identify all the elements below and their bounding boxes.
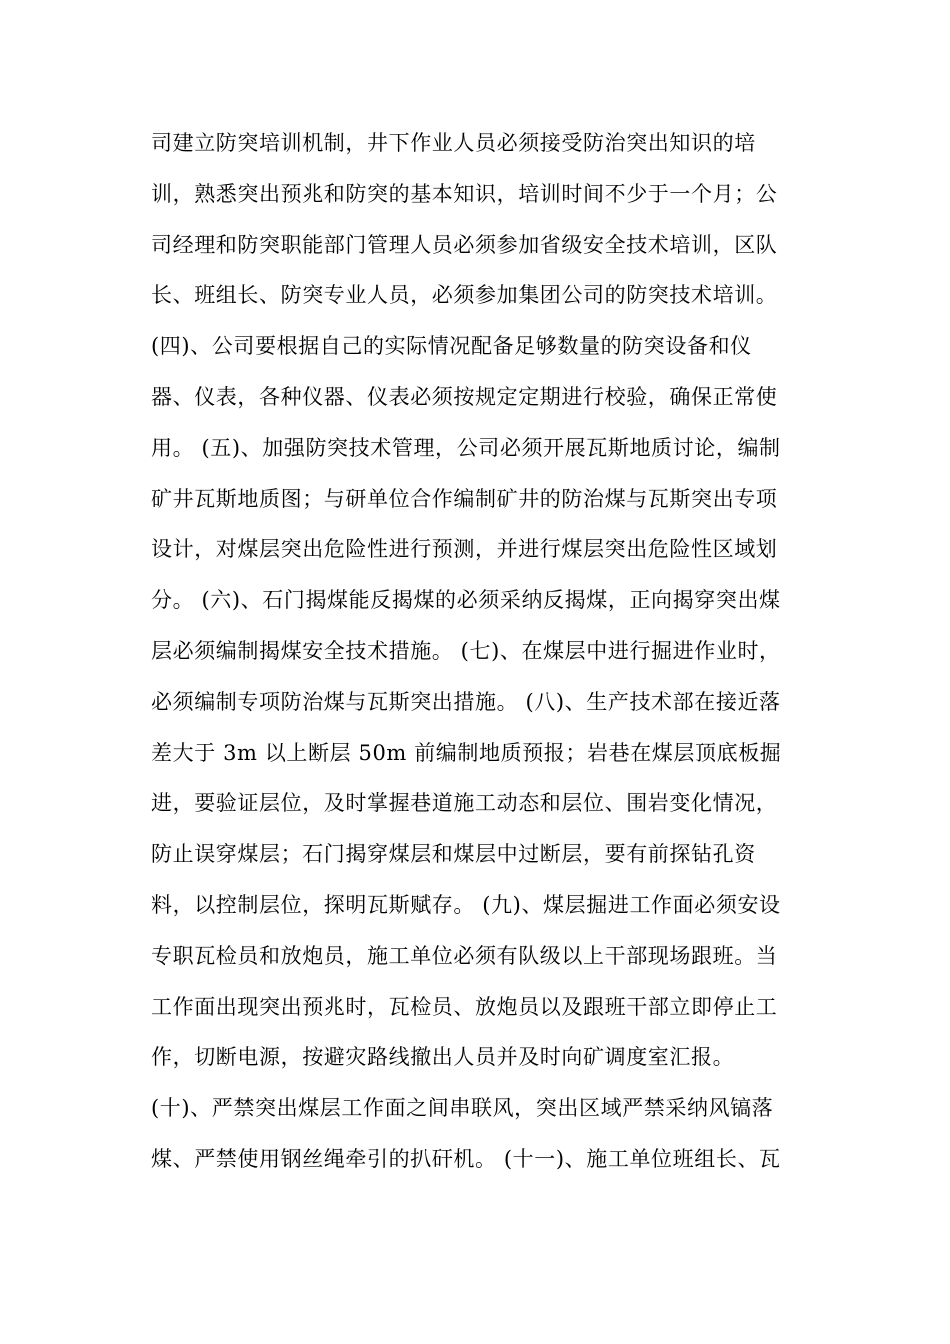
text-line: 作，切断电源，按避灾路线撤出人员并及时向矿调度室汇报。 — [151, 1045, 735, 1070]
text-line: 防止误穿煤层；石门揭穿煤层和煤层中过断层，要有前探钻孔资 — [151, 842, 756, 867]
text-line: 设计，对煤层突出危险性进行预测，并进行煤层突出危险性区域划 — [151, 537, 778, 562]
text-line: 工作面出现突出预兆时，瓦检员、放炮员以及跟班干部立即停止工 — [151, 994, 778, 1019]
text-line: 专职瓦检员和放炮员，施工单位必须有队级以上干部现场跟班。当 — [151, 943, 778, 968]
text-line: 差大于 3m 以上断层 50m 前编制地质预报；岩巷在煤层顶底板掘 — [151, 740, 782, 765]
text-line: 进，要验证层位，及时掌握巷道施工动态和层位、围岩变化情况， — [151, 791, 778, 816]
text-line: 分。 (六)、石门揭煤能反揭煤的必须采纳反揭煤，正向揭穿突出煤 — [151, 588, 781, 613]
text-line: 训，熟悉突出预兆和防突的基本知识，培训时间不少于一个月；公 — [151, 181, 778, 206]
text-line: 司经理和防突职能部门管理人员必须参加省级安全技术培训，区队 — [151, 232, 778, 257]
text-line: 煤、严禁使用钢丝绳牵引的扒矸机。 (十一)、施工单位班组长、瓦 — [151, 1146, 781, 1171]
text-line: 矿井瓦斯地质图；与研单位合作编制矿井的防治煤与瓦斯突出专项 — [151, 486, 778, 511]
text-line: 司建立防突培训机制，井下作业人员必须接受防治突出知识的培 — [151, 131, 756, 155]
body-text — [151, 118, 811, 1185]
text-line: 器、仪表，各种仪器、仪表必须按规定定期进行校验，确保正常使 — [151, 384, 778, 409]
text-line: (四)、公司要根据自己的实际情况配备足够数量的防突设备和仪 — [151, 334, 752, 359]
text-line: 长、班组长、防突专业人员，必须参加集团公司的防突技术培训。 — [151, 283, 778, 308]
text-line: 必须编制专项防治煤与瓦斯突出措施。 (八)、生产技术部在接近落 — [151, 689, 781, 714]
text-line: (十)、严禁突出煤层工作面之间串联风，突出区域严禁采纳风镐落 — [151, 1096, 774, 1121]
text-line: 用。 (五)、加强防突技术管理，公司必须开展瓦斯地质讨论，编制 — [151, 435, 781, 460]
text-line: 料，以控制层位，探明瓦斯赋存。 (九)、煤层掘进工作面必须安设 — [151, 892, 781, 917]
text-line: 层必须编制揭煤安全技术措施。 (七)、在煤层中进行掘进作业时， — [151, 638, 781, 663]
